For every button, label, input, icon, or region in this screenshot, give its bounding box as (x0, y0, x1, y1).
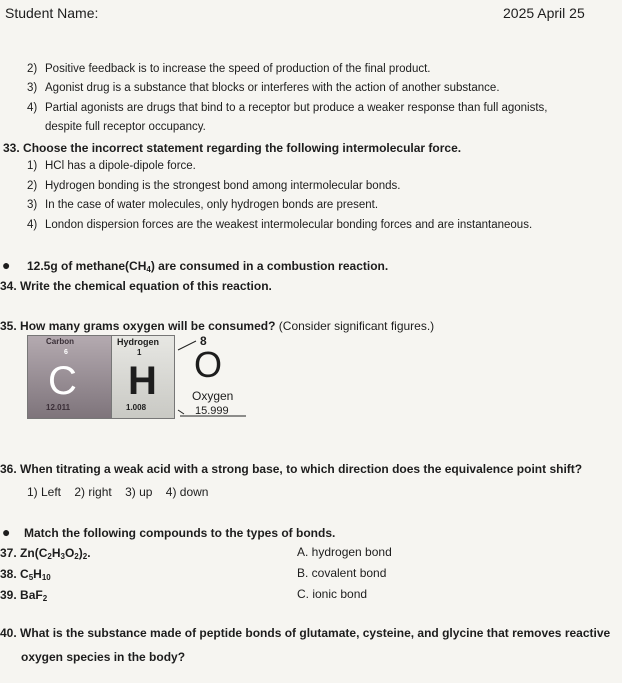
student-name-label: Student Name: (5, 5, 99, 21)
bullet-icon: ● (2, 257, 11, 273)
hydrogen-symbol: H (128, 359, 157, 403)
carbon-symbol: C (48, 359, 77, 403)
q37-compound: 37. $Zn(C_2H_3O_2)_2$. (0, 546, 91, 561)
hydrogen-mass: 1.008 (126, 403, 147, 412)
methane-statement: 12.5g of $methane(CH_4)$ are consumed in a combustion reaction. (27, 259, 389, 274)
hydrogen-name: Hydrogen (117, 337, 160, 347)
carbon-name: Carbon (46, 337, 74, 346)
q32-option-2: 2) Positive feedback is to increase the speed of production of the final product. (27, 63, 431, 75)
match-instruction: Match the following compounds to the types of bonds. (24, 526, 336, 540)
q36-option-3: 3) up (125, 485, 153, 499)
carbon-atomic-number: 6 (64, 349, 68, 356)
oxygen-mass: 15.999 (195, 405, 229, 417)
q33-option-1: 1) HCl has a dipole-dipole force. (27, 160, 196, 172)
q36-option-4: 4) down (165, 485, 209, 499)
q38-compound: 38. $C_5H_{10}$ (0, 567, 51, 582)
q33-option-3: 3) In the case of water molecules, only hydrogen bonds are present. (27, 199, 379, 211)
q35-question: 35. How many grams oxygen will be consumed? (Consider significant figures.) (0, 319, 435, 333)
q34-question: 34. Write the chemical equation of this reaction. (0, 279, 272, 293)
q32-option-4-continued: despite full receptor occupancy. (45, 121, 206, 133)
q39-compound: 39. BaF$_2$ (0, 588, 48, 603)
bullet-icon: ● (2, 524, 11, 540)
q40-question-line-1: 40. What is the substance made of peptide bonds of glutamate, cysteine, and glycine that removes reactive (0, 626, 611, 640)
q36-option-1: 1) Left (27, 485, 62, 499)
bond-type-c: C. ionic bond (297, 587, 368, 601)
oxygen-name: Oxygen (192, 389, 234, 403)
q36-question: 36. When titrating a weak acid with a strong base, to which direction does the equivalence point shift? (0, 462, 583, 476)
bond-type-a: A. hydrogen bond (297, 545, 392, 559)
hydrogen-element-tile (111, 335, 175, 419)
q32-option-4: 4) Partial agonists are drugs that bind to a receptor but produce a weaker response than full agonists, (27, 102, 548, 114)
q36-options (27, 485, 208, 499)
carbon-mass: 12.011 (46, 403, 71, 412)
q33-option-4: 4) London dispersion forces are the weakest intermolecular bonding forces and are instantaneous. (27, 219, 533, 231)
q32-option-3: 3) Agonist drug is a substance that blocks or interferes with the action of another substance. (27, 82, 500, 94)
q40-question-line-2: oxygen species in the body? (21, 650, 186, 664)
carbon-element-tile (27, 335, 113, 419)
q33-option-2: 2) Hydrogen bonding is the strongest bond among intermolecular bonds. (27, 180, 401, 192)
q36-option-2: 2) right (74, 485, 112, 499)
hydrogen-atomic-number: 1 (137, 348, 142, 357)
q33-question: 33. Choose the incorrect statement regarding the following intermolecular force. (3, 141, 462, 155)
oxygen-atomic-number: 8 (200, 334, 207, 348)
oxygen-symbol: O (194, 344, 223, 385)
bond-type-b: B. covalent bond (297, 566, 387, 580)
exam-date: 2025 April 25 (503, 5, 585, 21)
